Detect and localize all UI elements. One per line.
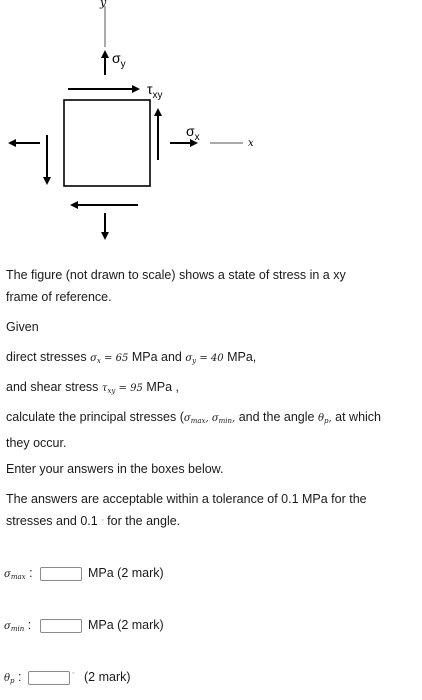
calculate-instruction: calculate the principal stresses ($\sigma_{max}$, $\sigma_{min}$, and the angle $\theta_p$, at which they occur.	[6, 410, 381, 450]
sigma-min-input[interactable]	[40, 619, 82, 633]
tolerance-note: The answers are acceptable within a tolerance of 0.1 MPa for the stresses and 0.1 ◦ for the angle.	[6, 492, 367, 528]
tau-xy-label: $\tau_{xy}$	[147, 81, 163, 101]
sigma-x-label: $\sigma_x$	[186, 123, 200, 143]
direct-stresses-line: direct stresses $\sigma_x = 65$ MPa and $\sigma_y = 40$ MPa,	[6, 350, 257, 365]
stress-element-figure	[0, 0, 422, 262]
stress-element-square	[64, 100, 150, 186]
sigma-y-symbol: $\sigma_y = 40$	[185, 353, 224, 365]
sigma-x-symbol: $\sigma_x = 65$	[90, 353, 129, 365]
theta-p-unit: (2 mark)	[84, 670, 131, 684]
degree-mark-icon: ◦	[101, 517, 104, 524]
degree-mark-icon: ◦	[72, 670, 75, 677]
problem-description: The figure (not drawn to scale) shows a state of stress in a xy frame of reference.	[6, 268, 346, 304]
sigma-max-unit: MPa (2 mark)	[88, 566, 164, 580]
sigma-max-input[interactable]	[40, 567, 82, 581]
theta-p-label: $\theta_p$ :	[4, 670, 22, 685]
sigma-y-label: $\sigma_y$	[112, 50, 126, 70]
sigma-max-label: $\sigma_{max}$ :	[4, 566, 33, 581]
given-heading: Given	[6, 320, 39, 334]
x-axis-label: x	[248, 138, 254, 149]
enter-answers-instruction: Enter your answers in the boxes below.	[6, 462, 224, 476]
tau-xy-symbol: $\tau_{xy} = 95$	[101, 383, 143, 395]
sigma-min-label: $\sigma_{min}$ :	[4, 618, 32, 633]
theta-p-input[interactable]	[28, 671, 70, 685]
sigma-min-unit: MPa (2 mark)	[88, 618, 164, 632]
shear-stress-line: and shear stress $\tau_{xy} = 95$ MPa ,	[6, 380, 179, 395]
y-axis-label: y	[100, 0, 107, 9]
